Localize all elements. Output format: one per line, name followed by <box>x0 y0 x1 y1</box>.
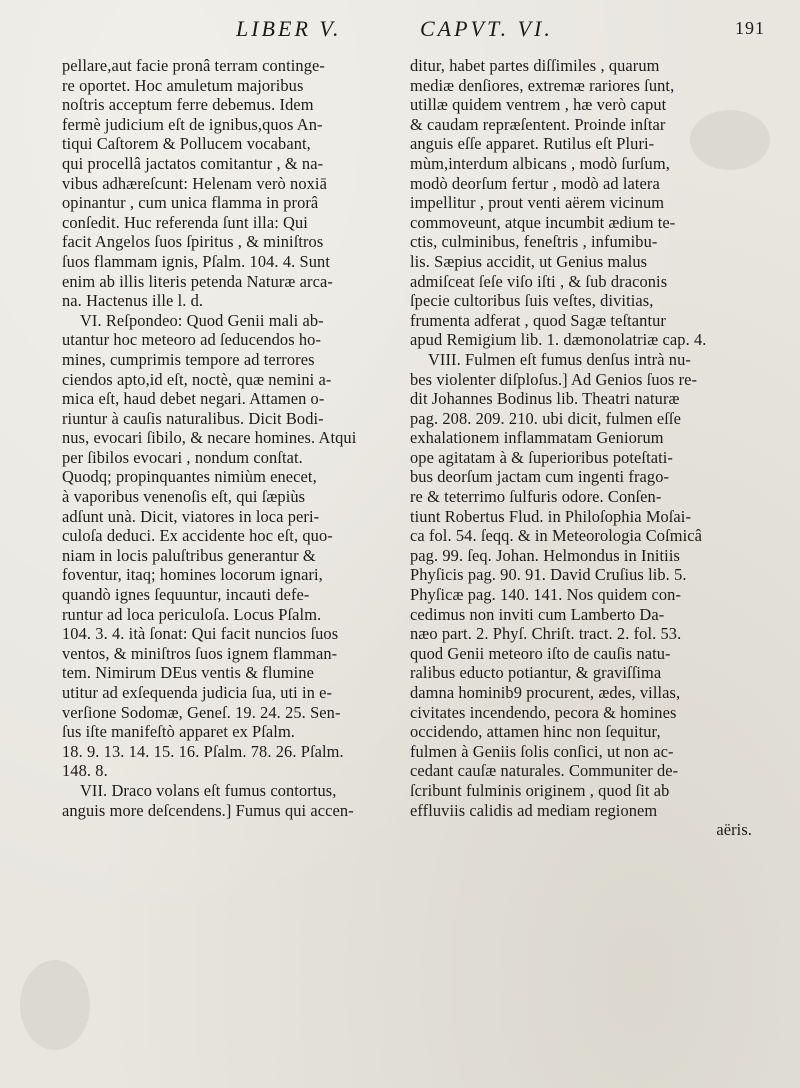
text-line: adſunt unà. Dicit, viatores in loca peri- <box>62 506 320 526</box>
text-line: anguis eſſe apparet. Rutilus eſt Pluri- <box>410 134 655 154</box>
text-line: utantur hoc meteoro ad ſeducendos ho- <box>62 330 322 350</box>
text-line: 148. 8. <box>62 761 108 781</box>
text-line: Phyſicæ pag. 140. 141. Nos quidem con- <box>410 585 682 605</box>
text-line: per ſibilos evocari , nondum conſtat. <box>62 447 303 467</box>
text-line: mediæ denſiores, extremæ rariores ſunt, <box>410 75 675 95</box>
text-line: qui procellâ jactatos comitantur , & na- <box>62 153 324 173</box>
text-line: opinantur , cum unica flamma in prorâ <box>62 193 319 213</box>
text-line: VIII. Fulmen eſt fumus denſus intrà nu- <box>428 349 691 369</box>
text-line: utitur ad exſequenda judicia ſua, uti in e- <box>62 683 333 702</box>
text-line: occidendo, attamen hinc non ſequitur, <box>410 722 661 742</box>
text-line: ciendos apto,id eſt, noctè, quæ nemini a- <box>62 369 332 389</box>
text-line: mùm,interdum albicans , modò ſurſum, <box>410 153 670 173</box>
text-line: utillæ quidem ventrem , hæ verò caput <box>410 95 667 115</box>
text-line: na. Hactenus ille l. d. <box>62 291 204 311</box>
text-line: 104. 3. 4. ità ſonat: Qui facit nuncios ſuos <box>62 624 339 644</box>
text-line: tiunt Robertus Flud. in Philoſophia Moſai- <box>410 506 692 526</box>
text-line: lis. Sæpius accidit, ut Genius malus <box>410 251 648 271</box>
text-line: nus, evocari ſibilo, & necare homines. Atqui <box>62 428 357 448</box>
text-line: Phyſicis pag. 90. 91. David Cruſius lib. 5. <box>410 565 687 585</box>
text-line: fermè judicium eſt de ignibus,quos An- <box>62 114 323 134</box>
text-line: pellare,aut facie pronâ terram continge- <box>62 56 325 75</box>
text-line: ſcribunt fulminis originem , quod ſit ab <box>410 780 670 800</box>
text-line: frumenta adferat , quod Sagæ teſtantur <box>410 310 666 330</box>
text-line: mica eſt, haud debet negari. Attamen o- <box>62 389 325 409</box>
text-line: exhalationem inflammatam Geniorum <box>410 428 664 448</box>
text-line: dit Johannes Bodinus lib. Theatri naturæ <box>410 389 680 409</box>
text-line: aëris. <box>716 820 752 840</box>
text-line: ſus iſte manifeſtò apparet ex Pſalm. <box>62 722 296 742</box>
text-line: cedant cauſæ naturales. Communiter de- <box>410 761 679 781</box>
text-line: VI. Reſpondeo: Quod Genii mali ab- <box>80 310 324 330</box>
text-line: admiſceat ſeſe viſo iſti , & ſub draconis <box>410 271 668 291</box>
text-line: ſuos flammam ignis, Pſalm. 104. 4. Sunt <box>62 251 330 271</box>
text-line: mines, cumprimis tempore ad terrores <box>62 349 315 369</box>
text-line: re oportet. Hoc amuletum majoribus <box>62 75 304 95</box>
text-line: modò deorſum fertur , modò ad latera <box>410 173 660 193</box>
text-line: anguis more deſcendens.] Fumus qui accen- <box>62 800 354 820</box>
text-line: fulmen à Geniis ſolis conſici, ut non ac- <box>410 741 674 761</box>
right-text-column <box>410 56 756 1071</box>
running-head-left: LIBER V. <box>236 16 342 41</box>
text-line: ctis, culminibus, feneſtris , infumibu- <box>410 232 658 252</box>
text-line: damna hominib9 procurent, ædes, villas, <box>410 683 681 702</box>
text-line: enim ab illis literis petenda Naturæ arca- <box>62 271 333 291</box>
text-line: ſpecie cultoribus ſuis veſtes, divitias, <box>410 291 654 311</box>
text-line: conſedit. Huc referenda ſunt illa: Qui <box>62 212 308 232</box>
text-line: à vaporibus venenoſis eſt, qui ſæpiùs <box>62 487 306 507</box>
text-line: effluviis calidis ad mediam regionem <box>410 800 658 820</box>
text-line: quod Genii meteoro iſto de cauſis natu- <box>410 643 671 663</box>
text-line: pag. 208. 209. 210. ubi dicit, fulmen eſſe <box>410 408 681 428</box>
text-line: & caudam repræſentent. Proinde inſtar <box>410 114 666 134</box>
text-line: ditur, habet partes diſſimiles , quarum <box>410 56 660 75</box>
text-line: bus deorſum jactam cum ingenti frago- <box>410 467 670 487</box>
text-line: impellitur , prout venti aërem vicinum <box>410 193 665 213</box>
text-line: Quodq; propinquantes nimiùm enecet, <box>62 467 317 487</box>
text-line: pag. 99. ſeq. Johan. Helmondus in Initiis <box>410 545 680 565</box>
text-line: foventur, itaq; homines locorum ignari, <box>62 565 323 585</box>
left-text-column <box>62 56 394 1071</box>
text-line: 18. 9. 13. 14. 15. 16. Pſalm. 78. 26. Pſalm. <box>62 741 344 761</box>
text-line: niam in locis paluſtribus generantur & <box>62 545 316 565</box>
text-line: næo part. 2. Phyſ. Chriſt. tract. 2. fol. 53. <box>410 624 682 644</box>
text-line: culoſa deduci. Ex accidente hoc eſt, quo- <box>62 526 333 546</box>
text-line: ope agitatam à & ſuperioribus poteſtati- <box>410 447 673 467</box>
text-line: ca fol. 54. ſeqq. & in Meteorologia Coſmicâ <box>410 526 702 546</box>
running-head-right: CAPVT. VI. <box>420 16 553 41</box>
text-line: ralibus educto potiantur, & graviſſima <box>410 663 662 683</box>
text-line: vibus adhæreſcunt: Helenam verò noxiā <box>62 173 327 193</box>
text-line: tem. Nimirum DEus ventis & flumine <box>62 663 314 683</box>
text-line: noſtris acceptum ferre debemus. Idem <box>62 95 314 115</box>
text-line: quandò ignes ſequuntur, incauti defe- <box>62 585 310 605</box>
text-line: ventos, & miniſtros ſuos ignem flamman- <box>62 643 338 663</box>
text-line: VII. Draco volans eſt fumus contortus, <box>80 780 337 800</box>
text-line: riuntur à cauſis naturalibus. Dicit Bodi- <box>62 408 324 428</box>
text-line: bes violenter diſploſus.] Ad Genios ſuos re- <box>410 369 698 389</box>
page-number: 191 <box>735 18 765 38</box>
text-line: apud Remigium lib. 1. dæmonolatriæ cap. 4. <box>410 330 707 350</box>
page-header <box>0 16 800 52</box>
text-line: cedimus non inviti cum Lamberto Da- <box>410 604 665 624</box>
text-line: facit Angelos ſuos ſpiritus , & miniſtros <box>62 232 324 252</box>
text-line: commoveunt, atque incumbit ædium te- <box>410 212 676 232</box>
text-line: civitates incendendo, pecora & homines <box>410 702 677 722</box>
text-line: runtur ad loca periculoſa. Locus Pſalm. <box>62 604 322 624</box>
text-line: verſione Sodomæ, Geneſ. 19. 24. 25. Sen- <box>62 702 341 722</box>
text-line: re & teterrimo ſulfuris odore. Conſen- <box>410 487 662 507</box>
text-line: tiqui Caſtorem & Pollucem vocabant, <box>62 134 311 154</box>
